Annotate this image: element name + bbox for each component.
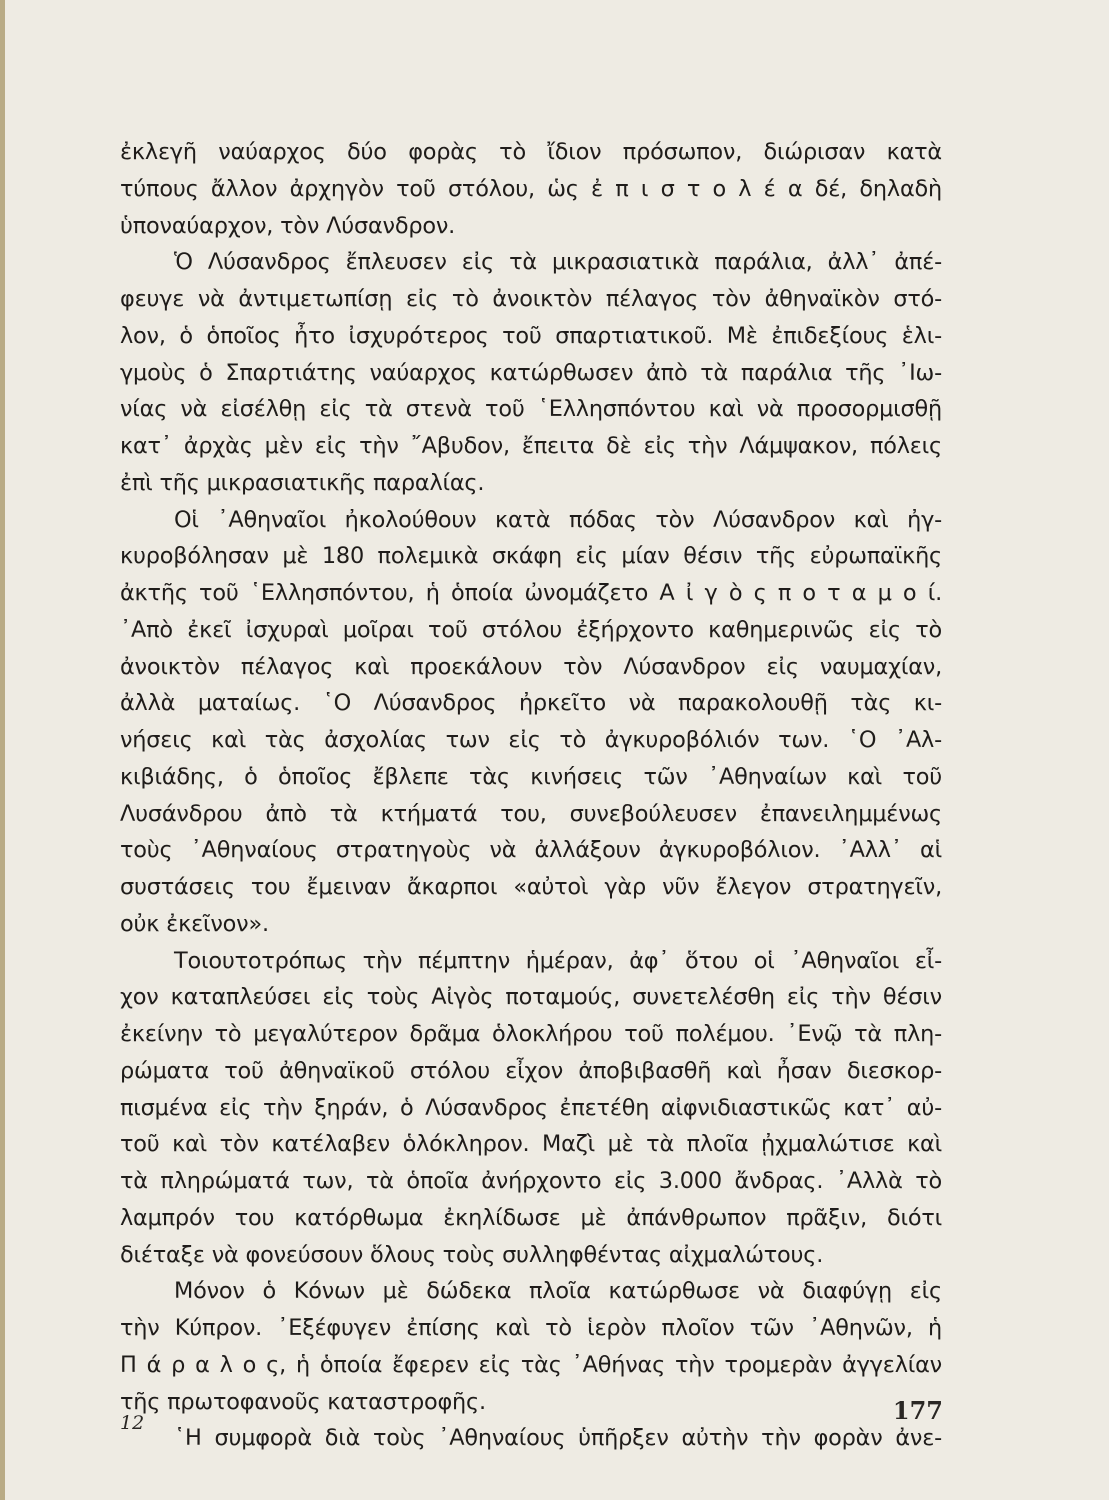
text-line: τὰ πληρώματά των, τὰ ὁποῖα ἀνήρχοντο εἰς 3.000 ἄνδρας. ᾿Αλλὰ τὸ bbox=[120, 1168, 942, 1194]
text-line: πισμένα εἰς τὴν ξηράν, ὁ Λύσανδρος ἐπετέθη αἰφνιδιαστικῶς κατ᾿ αὐ- bbox=[120, 1094, 942, 1121]
text-line: ἐκείνην τὸ μεγαλύτερον δρᾶμα ὁλοκλήρου τοῦ πολέμου. ᾿Ενῷ τὰ πλη- bbox=[120, 1021, 942, 1047]
text-line: Λυσάνδρου ἀπὸ τὰ κτήματά του, συνεβούλευσεν ἐπανειλημμένως bbox=[120, 800, 942, 827]
signature-mark: 12 bbox=[120, 1412, 145, 1434]
text-line: Π ά ρ α λ ο ς, ἡ ὁποία ἔφερεν εἰς τὰς ᾿Αθήνας τὴν τρομερὰν ἀγγελίαν bbox=[120, 1351, 942, 1378]
text-line: λαμπρόν του κατόρθωμα ἐκηλίδωσε μὲ ἀπάνθρωπον πρᾶξιν, διότι bbox=[120, 1204, 942, 1231]
text-line: κυροβόλησαν μὲ 180 πολεμικὰ σκάφη εἰς μίαν θέσιν τῆς εὐρωπαϊκῆς bbox=[120, 543, 942, 570]
text-line: τὴν Κύπρον. ᾿Εξέφυγεν ἐπίσης καὶ τὸ ἱερὸν πλοῖον τῶν ᾿Αθηνῶν, ἡ bbox=[120, 1315, 942, 1341]
text-line: ἐκλεγῆ ναύαρχος δύο φορὰς τὸ ἴδιον πρόσωπον, διώρισαν κατὰ bbox=[120, 139, 942, 165]
text-line: Μόνον ὁ Κόνων μὲ δώδεκα πλοῖα κατώρθωσε νὰ διαφύγῃ εἰς bbox=[174, 1278, 942, 1305]
page-number: 177 bbox=[892, 1396, 943, 1425]
text-line: ἀλλὰ ματαίως. ῾Ο Λύσανδρος ἠρκεῖτο νὰ παρακολουθῇ τὰς κι- bbox=[120, 690, 942, 717]
text-line: ῾Η συμφορὰ διὰ τοὺς ᾿Αθηναίους ὑπῆρξεν αὐτὴν τὴν φορὰν ἀνε- bbox=[174, 1425, 942, 1452]
text-line: Οἱ ᾿Αθηναῖοι ἠκολούθουν κατὰ πόδας τὸν Λύσανδρον καὶ ἠγ- bbox=[174, 506, 942, 533]
text-line: τοῦ καὶ τὸν κατέλαβεν ὁλόκληρον. Μαζὶ μὲ τὰ πλοῖα ᾐχμαλώτισε καὶ bbox=[120, 1131, 942, 1158]
text-line: τῆς πρωτοφανοῦς καταστροφῆς. bbox=[120, 1388, 486, 1415]
text-line: συστάσεις του ἔμειναν ἄκαρποι «αὐτοὶ γὰρ νῦν ἔλεγον στρατηγεῖν, bbox=[120, 874, 942, 900]
text-line: ὑποναύαρχον, τὸν Λύσανδρον. bbox=[120, 212, 456, 239]
text-line: διέταξε νὰ φονεύσουν ὅλους τοὺς συλληφθέντας αἰχμαλώτους. bbox=[120, 1241, 824, 1268]
text-line: οὐκ ἐκεῖνον». bbox=[120, 910, 269, 937]
text-line: ρώματα τοῦ ἀθηναϊκοῦ στόλου εἶχον ἀποβιβασθῆ καὶ ἦσαν διεσκορ- bbox=[120, 1057, 942, 1084]
text-line: λον, ὁ ὁποῖος ἦτο ἰσχυρότερος τοῦ σπαρτιατικοῦ. Μὲ ἐπιδεξίους ἑλι- bbox=[120, 322, 942, 349]
text-line: τύπους ἄλλον ἀρχηγὸν τοῦ στόλου, ὡς ἐ π ι σ τ ο λ έ α δέ, δηλαδὴ bbox=[120, 175, 942, 202]
text-line: κιβιάδης, ὁ ὁποῖος ἔβλεπε τὰς κινήσεις τῶν ᾿Αθηναίων καὶ τοῦ bbox=[120, 763, 942, 790]
page-binding-edge bbox=[0, 0, 5, 1500]
text-line: ἀνοικτὸν πέλαγος καὶ προεκάλουν τὸν Λύσανδρον εἰς ναυμαχίαν, bbox=[120, 653, 942, 680]
text-line: ἐπὶ τῆς μικρασιατικῆς παραλίας. bbox=[120, 469, 485, 496]
text-line: ἀκτῆς τοῦ ῾Ελλησπόντου, ἡ ὁποία ὠνομάζετο Α ἰ γ ὸ ς π ο τ α μ ο ί. bbox=[120, 580, 942, 606]
text-line: ᾿Απὸ ἐκεῖ ἰσχυραὶ μοῖραι τοῦ στόλου ἐξήρχοντο καθημερινῶς εἰς τὸ bbox=[120, 616, 942, 643]
text-line: Τοιουτοτρόπως τὴν πέμπτην ἡμέραν, ἀφ᾿ ὅτου οἱ ᾿Αθηναῖοι εἶ- bbox=[174, 947, 942, 974]
text-line: γμοὺς ὁ Σπαρτιάτης ναύαρχος κατώρθωσεν ἀπὸ τὰ παράλια τῆς ᾿Ιω- bbox=[120, 359, 942, 386]
text-line: φευγε νὰ ἀντιμετωπίσῃ εἰς τὸ ἀνοικτὸν πέλαγος τὸν ἀθηναϊκὸν στό- bbox=[120, 286, 942, 312]
text-line: νήσεις καὶ τὰς ἀσχολίας των εἰς τὸ ἀγκυροβόλιόν των. ῾Ο ᾿Αλ- bbox=[120, 727, 942, 753]
text-line: κατ᾿ ἀρχὰς μὲν εἰς τὴν ῎Αβυδον, ἔπειτα δὲ εἰς τὴν Λάμψακον, πόλεις bbox=[120, 433, 942, 459]
text-line: Ὁ Λύσανδρος ἔπλευσεν εἰς τὰ μικρασιατικὰ παράλια, ἀλλ᾿ ἀπέ- bbox=[174, 249, 942, 276]
text-line: νίας νὰ εἰσέλθῃ εἰς τὰ στενὰ τοῦ ῾Ελλησπόντου καὶ νὰ προσορμισθῇ bbox=[120, 396, 942, 423]
body-text bbox=[120, 134, 942, 1457]
text-line: χον καταπλεύσει εἰς τοὺς Αἰγὸς ποταμούς, συνετελέσθη εἰς τὴν θέσιν bbox=[120, 984, 942, 1011]
text-line: τοὺς ᾿Αθηναίους στρατηγοὺς νὰ ἀλλάξουν ἀγκυροβόλιον. ᾿Αλλ᾿ αἱ bbox=[120, 837, 942, 864]
